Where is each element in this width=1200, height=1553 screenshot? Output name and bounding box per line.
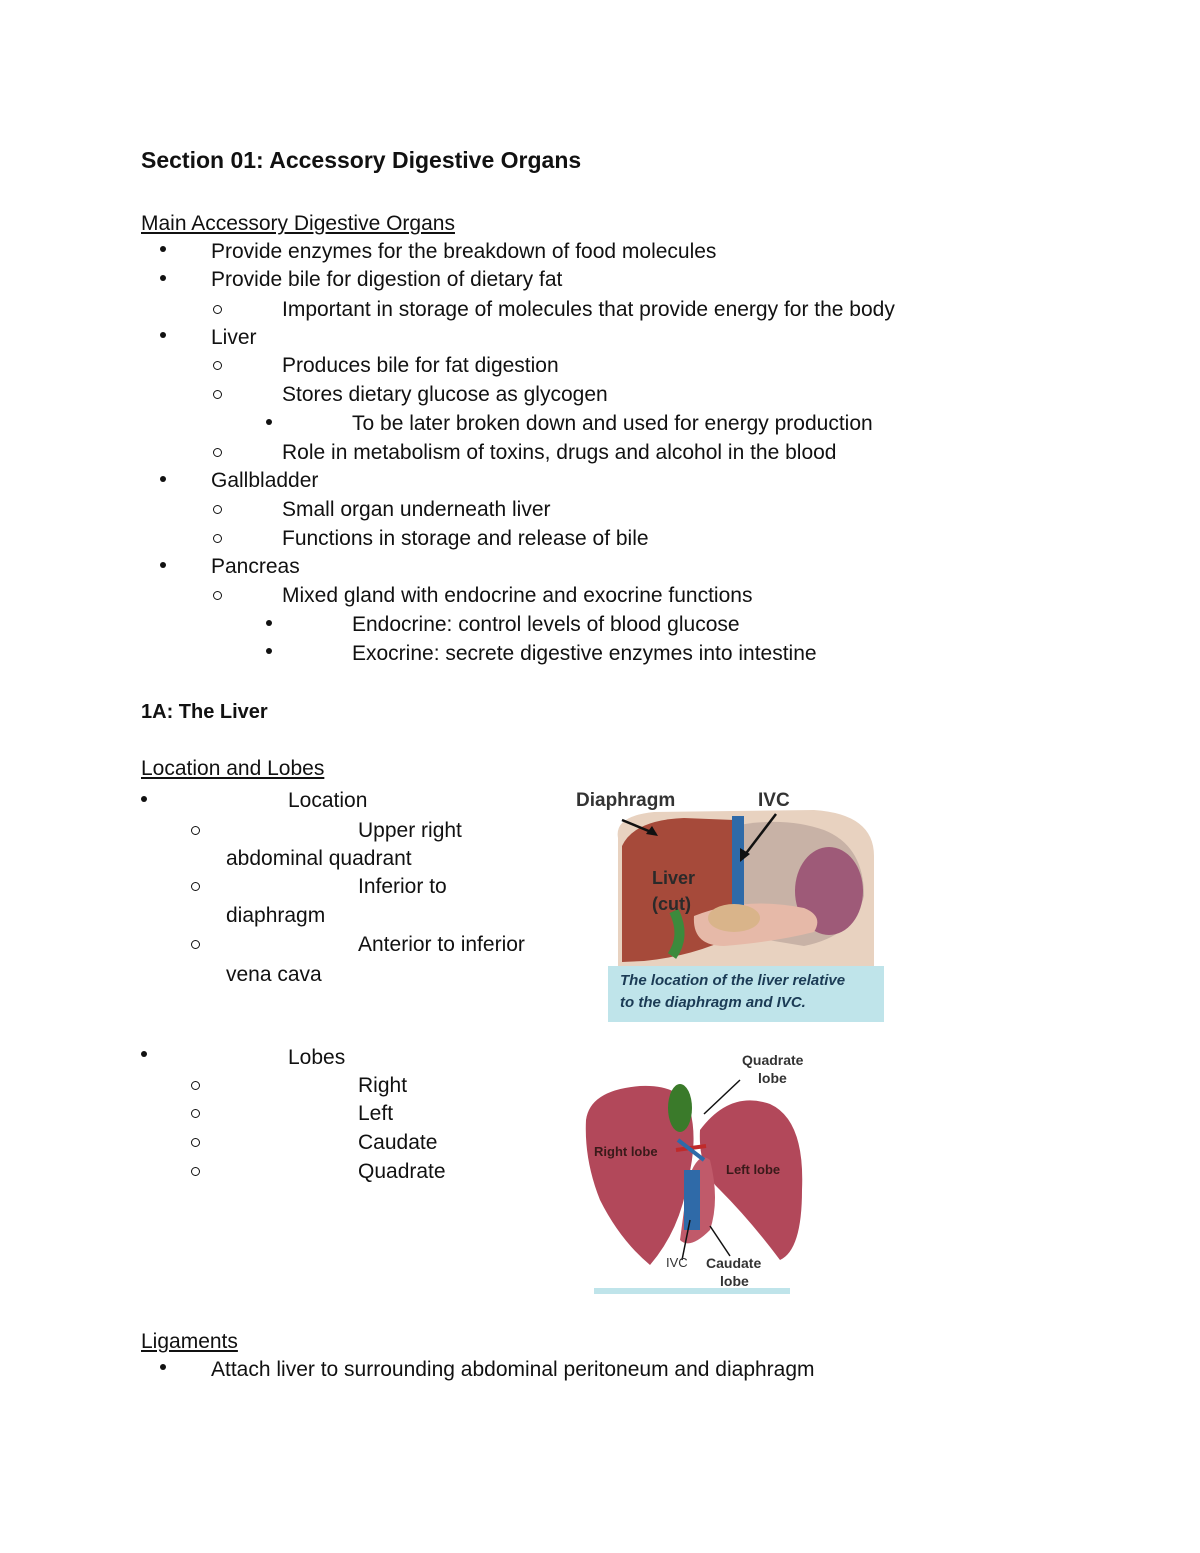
list-item: Exocrine: secrete digestive enzymes into intestine: [352, 642, 817, 665]
page-title: Section 01: Accessory Digestive Organs: [141, 147, 582, 173]
list-item: Important in storage of molecules that provide energy for the body: [282, 298, 895, 321]
label-liver: Liver: [652, 868, 696, 888]
label-quadrate-lobe-2: lobe: [758, 1070, 787, 1086]
bullet-icon: [266, 419, 272, 425]
bullet-icon: [160, 246, 166, 252]
list-item: Upper right: [358, 819, 462, 842]
bullet-icon: [160, 476, 166, 482]
list-item: Liver: [211, 326, 257, 349]
list-item: Lobes: [288, 1046, 346, 1069]
sub-bullet-icon: [191, 1081, 200, 1090]
bullet-icon: [266, 620, 272, 626]
list-item-continued: abdominal quadrant: [226, 847, 412, 870]
label-left-lobe: Left lobe: [726, 1162, 781, 1177]
sub-bullet-icon: [213, 534, 222, 543]
list-item: Produces bile for fat digestion: [282, 354, 559, 377]
label-ivc: IVC: [758, 790, 790, 811]
list-item: Inferior to: [358, 875, 447, 898]
bullet-icon: [160, 562, 166, 568]
label-quadrate-lobe: Quadrate: [742, 1052, 804, 1068]
label-right-lobe: Right lobe: [594, 1144, 658, 1159]
figure-caption-line-2: to the diaphragm and IVC.: [620, 994, 806, 1011]
list-item: Endocrine: control levels of blood glucose: [352, 613, 740, 636]
sub-bullet-icon: [191, 940, 200, 949]
list-item: Small organ underneath liver: [282, 498, 551, 521]
bullet-icon: [141, 796, 147, 802]
list-item: Right: [358, 1074, 408, 1097]
bullet-icon: [160, 275, 166, 281]
label-caudate-lobe: Caudate: [706, 1255, 762, 1271]
list-item: Gallbladder: [211, 469, 319, 492]
sub-bullet-icon: [213, 390, 222, 399]
bullet-icon: [141, 1051, 147, 1057]
list-item: Anterior to inferior: [358, 933, 525, 956]
sub-bullet-icon: [191, 882, 200, 891]
section-heading-liver: 1A: The Liver: [141, 701, 268, 723]
list-item: Left: [358, 1102, 394, 1125]
list-item: Provide enzymes for the breakdown of food molecules: [211, 240, 717, 263]
list-item-continued: diaphragm: [226, 904, 326, 927]
list-item: Stores dietary glucose as glycogen: [282, 383, 608, 406]
list-item: Caudate: [358, 1131, 438, 1154]
list-item: To be later broken down and used for energy production: [352, 412, 873, 435]
label-diaphragm: Diaphragm: [576, 790, 676, 811]
sub-bullet-icon: [213, 448, 222, 457]
list-item: Functions in storage and release of bile: [282, 527, 649, 550]
figure-liver-lobes: [580, 1050, 820, 1296]
sub-bullet-icon: [191, 1167, 200, 1176]
label-caudate-lobe-2: lobe: [720, 1273, 749, 1289]
section-heading-main: Main Accessory Digestive Organs: [141, 212, 455, 235]
sub-bullet-icon: [191, 1138, 200, 1147]
sub-bullet-icon: [213, 591, 222, 600]
list-item: Pancreas: [211, 555, 300, 578]
figure-caption-line-1: The location of the liver relative: [620, 972, 846, 989]
list-item: Mixed gland with endocrine and exocrine functions: [282, 584, 753, 607]
liver-lobes-illustration: [580, 1050, 820, 1296]
list-item: Quadrate: [358, 1160, 446, 1183]
sub-bullet-icon: [191, 1109, 200, 1118]
sub-bullet-icon: [191, 826, 200, 835]
list-item: Location: [288, 789, 368, 812]
list-item: Provide bile for digestion of dietary fat: [211, 268, 563, 291]
bullet-icon: [266, 648, 272, 654]
sub-bullet-icon: [213, 505, 222, 514]
list-item-continued: vena cava: [226, 963, 322, 986]
bullet-icon: [160, 1364, 166, 1370]
bullet-icon: [160, 332, 166, 338]
label-ivc: IVC: [666, 1255, 688, 1270]
list-item: Role in metabolism of toxins, drugs and alcohol in the blood: [282, 441, 837, 464]
subheading-location-lobes: Location and Lobes: [141, 757, 325, 780]
figure-liver-location: [574, 786, 886, 1024]
list-item: Attach liver to surrounding abdominal peritoneum and diaphragm: [211, 1358, 815, 1381]
sub-bullet-icon: [213, 305, 222, 314]
subheading-ligaments: Ligaments: [141, 1330, 238, 1353]
label-cut: (cut): [652, 894, 691, 914]
sub-bullet-icon: [213, 361, 222, 370]
